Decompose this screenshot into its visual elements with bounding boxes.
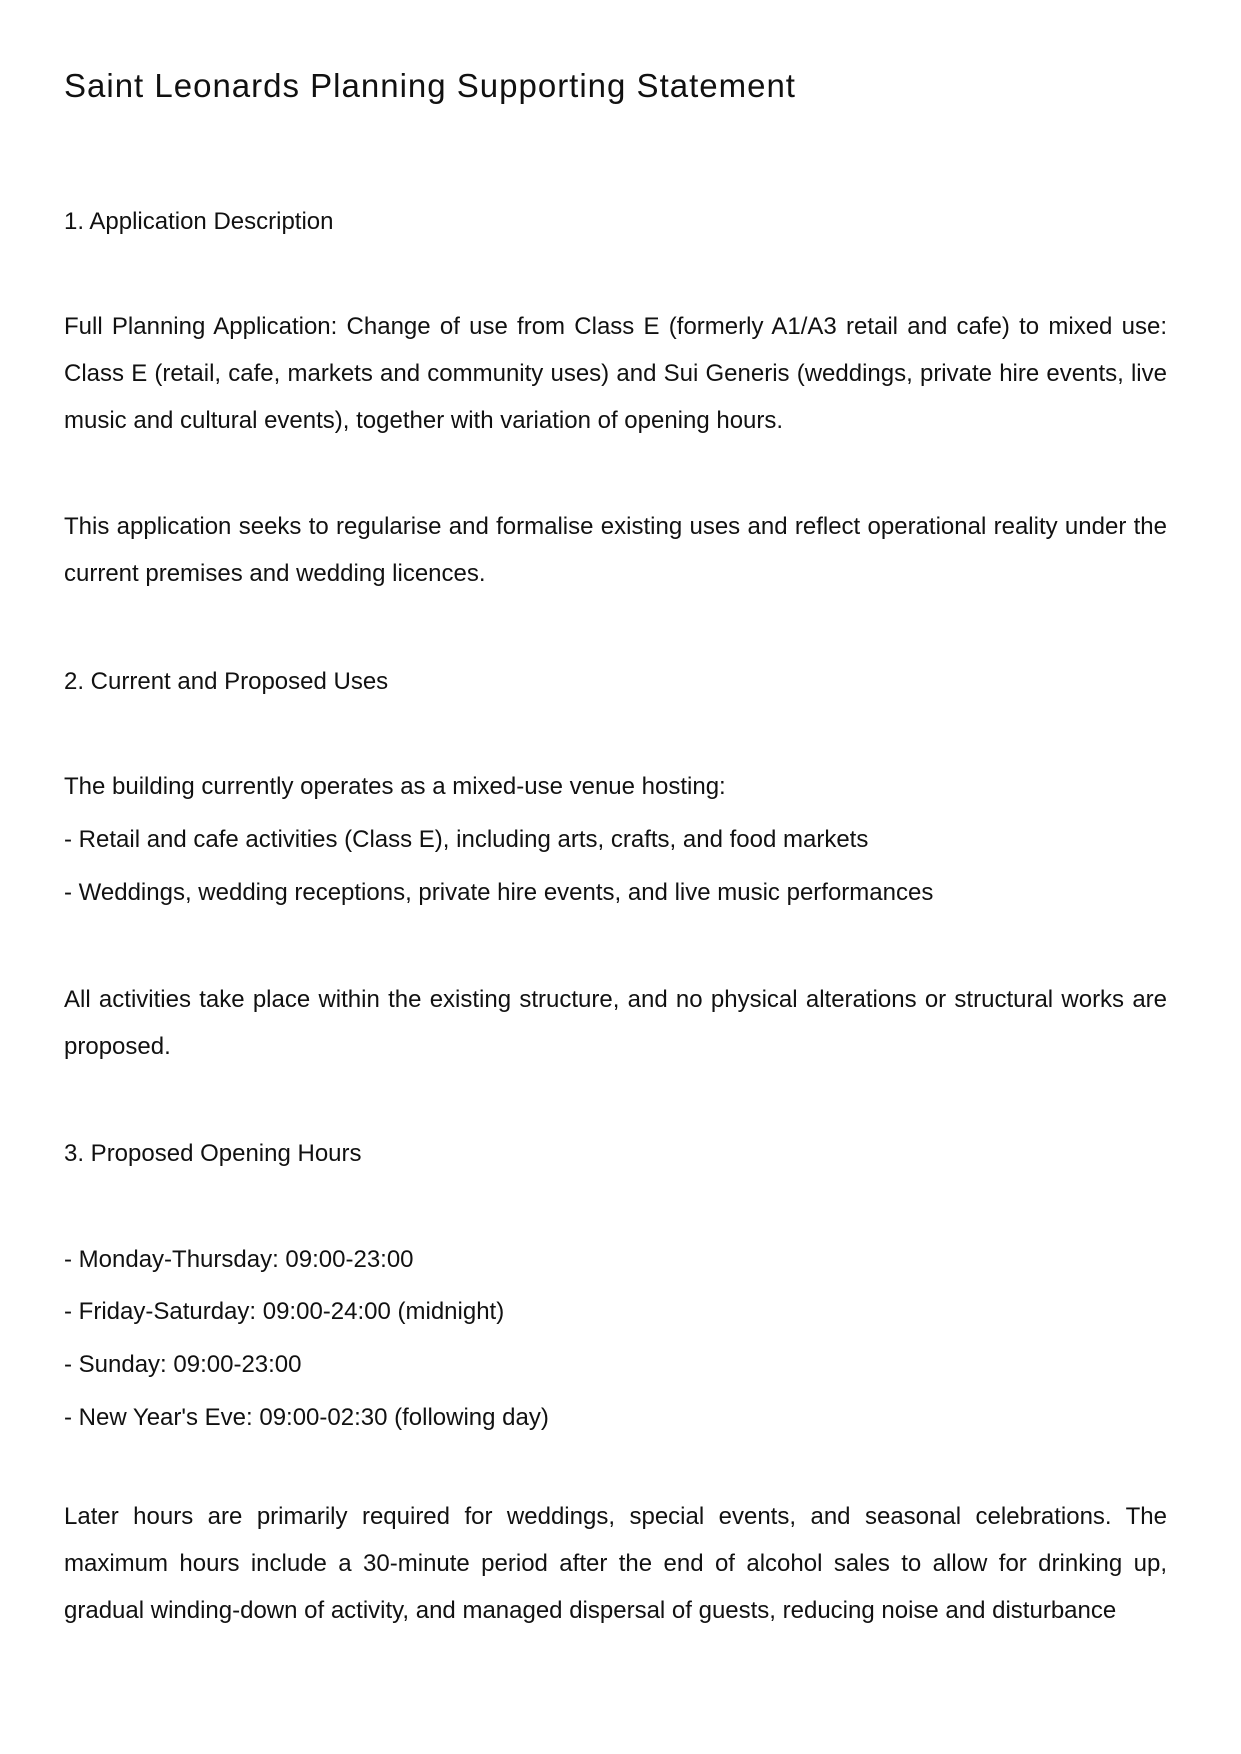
section-3-list-item: - Monday-Thursday: 09:00-23:00	[64, 1246, 414, 1273]
section-2-intro: The building currently operates as a mixed-use venue hosting:	[64, 773, 726, 800]
section-1-paragraph-2: This application seeks to regularise and formalise existing uses and reflect operational reality under the current premises and wedding licences.	[64, 513, 1167, 587]
section-3-list-item: - New Year's Eve: 09:00-02:30 (following day)	[64, 1404, 549, 1431]
section-3-heading: 3. Proposed Opening Hours	[64, 1140, 362, 1167]
section-1-paragraph-1: Full Planning Application: Change of use from Class E (formerly A1/A3 retail and cafe) to mixed use: Class E (retail, cafe, markets and community uses) and Sui Generis (weddings, private hire events, live music and cultural events), together with variation of opening hours.	[64, 313, 1167, 434]
section-3-list-item: - Friday-Saturday: 09:00-24:00 (midnight)	[64, 1298, 505, 1325]
document-title: Saint Leonards Planning Supporting Statement	[64, 67, 796, 104]
section-2-list-item: - Retail and cafe activities (Class E), including arts, crafts, and food markets	[64, 826, 869, 853]
section-3-list-item: - Sunday: 09:00-23:00	[64, 1351, 302, 1378]
section-3-paragraph: Later hours are primarily required for weddings, special events, and seasonal celebrations. The maximum hours include a 30-minute period after the end of alcohol sales to allow for drinking up, gradual winding-down of activity, and managed dispersal of guests, reducing noise and disturbance	[64, 1503, 1167, 1624]
section-2-list-item: - Weddings, wedding receptions, private hire events, and live music performances	[64, 879, 934, 906]
section-2-heading: 2. Current and Proposed Uses	[64, 668, 389, 695]
section-2-paragraph: All activities take place within the existing structure, and no physical alterations or structural works are proposed.	[64, 986, 1167, 1060]
section-1-heading: 1. Application Description	[64, 208, 334, 235]
